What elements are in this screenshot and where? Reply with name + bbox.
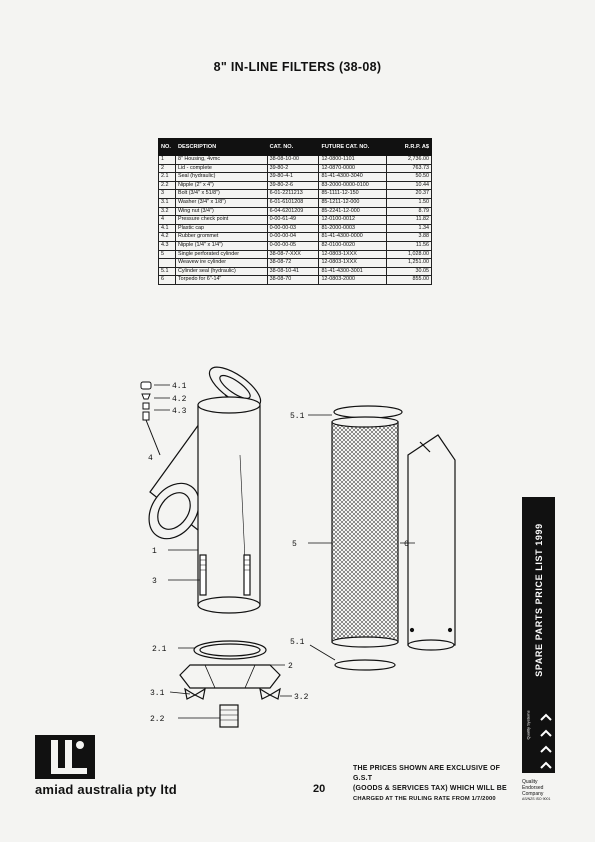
quality-badge xyxy=(522,779,562,801)
cell-cat-no: 38-08-7-XXX xyxy=(267,250,319,259)
quality-line-1: Quality xyxy=(522,779,538,785)
cell-rrp: 30.05 xyxy=(387,267,432,276)
cell-no xyxy=(159,259,176,268)
header-cat-no: CAT. NO. xyxy=(267,139,319,156)
filter-exploded-diagram xyxy=(120,360,520,730)
cell-no: 3.2 xyxy=(159,207,176,216)
page-number: 20 xyxy=(313,783,326,795)
header-no: NO. xyxy=(159,139,176,156)
chevron-icon xyxy=(540,728,552,740)
cell-future-cat-no: 81-41-4300-3001 xyxy=(319,267,387,276)
table-row xyxy=(159,216,432,225)
cell-cat-no: 0-00-00-04 xyxy=(267,233,319,242)
cell-description: Seal (hydraulic) xyxy=(175,173,267,182)
cell-description: Plastic cap xyxy=(175,224,267,233)
cell-rrp: 2,736.00 xyxy=(387,156,432,165)
table-row xyxy=(159,164,432,173)
header-description: DESCRIPTION xyxy=(175,139,267,156)
cell-rrp: 11.82 xyxy=(387,216,432,225)
quality-small: AS/NZS ISO 9001 xyxy=(522,797,551,801)
page-title: 8" IN-LINE FILTERS (38-08) xyxy=(213,60,382,74)
cell-rrp: 20.37 xyxy=(387,190,432,199)
torpedo-drawing xyxy=(408,435,455,650)
cell-rrp: 1,028.00 xyxy=(387,250,432,259)
table-row xyxy=(159,267,432,276)
callout-label: 5.1 xyxy=(290,638,305,647)
cell-rrp: 50.50 xyxy=(387,173,432,182)
callout-label: 4.2 xyxy=(172,395,187,404)
cell-cat-no: 0-00-00-03 xyxy=(267,224,319,233)
lid-drawing xyxy=(180,641,280,727)
cell-no: 4.2 xyxy=(159,233,176,242)
cell-future-cat-no: 81-2000-0003 xyxy=(319,224,387,233)
callout-label: 4.1 xyxy=(172,382,187,391)
cell-cat-no: 6-01-2211213 xyxy=(267,190,319,199)
cell-description: Rubber grommet xyxy=(175,233,267,242)
cell-no: 5.1 xyxy=(159,267,176,276)
chevron-icon xyxy=(540,744,552,756)
cell-cat-no: 39-80-2-6 xyxy=(267,181,319,190)
cell-description: Cylinder seal (hydraulic) xyxy=(175,267,267,276)
cell-description: Torpedo for 6"-14" xyxy=(175,276,267,285)
cell-future-cat-no: 85-2241-12-000 xyxy=(319,207,387,216)
table-row xyxy=(159,181,432,190)
table-row xyxy=(159,207,432,216)
cell-cat-no: 39-80-2 xyxy=(267,164,319,173)
cell-description: Wing nut (3/4") xyxy=(175,207,267,216)
screen-cylinder-drawing xyxy=(332,406,402,670)
cell-no: 1 xyxy=(159,156,176,165)
cell-no: 4.3 xyxy=(159,241,176,250)
cell-cat-no: 38-08-10-41 xyxy=(267,267,319,276)
cell-future-cat-no: 82-0100-0020 xyxy=(319,241,387,250)
gst-line-2: (GOODS & SERVICES TAX) WHICH WILL BE xyxy=(353,785,507,792)
callout-label: 2 xyxy=(288,662,293,671)
cell-cat-no: 38-08-72 xyxy=(267,259,319,268)
cell-cat-no: 39-80-4-1 xyxy=(267,173,319,182)
cell-no: 3.1 xyxy=(159,198,176,207)
cell-description: Nipple (1/4" x 1/4") xyxy=(175,241,267,250)
table-row xyxy=(159,250,432,259)
cell-no: 2.2 xyxy=(159,181,176,190)
callout-label: 3.1 xyxy=(150,689,165,698)
cell-future-cat-no: 12-0803-1XXX xyxy=(319,259,387,268)
callout-label: 5.1 xyxy=(290,412,305,421)
cell-future-cat-no: 12-0803-1XXX xyxy=(319,250,387,259)
gst-line-3: CHARGED AT THE RULING RATE FROM 1/7/2000 xyxy=(353,796,496,802)
callout-label: 3 xyxy=(152,577,157,586)
cell-description: Bolt (3/4" x 51/8") xyxy=(175,190,267,199)
cell-future-cat-no: 85-1111-12-150 xyxy=(319,190,387,199)
cell-future-cat-no: 81-41-4300-3040 xyxy=(319,173,387,182)
cell-rrp: 1.50 xyxy=(387,198,432,207)
cell-description: Lid - complete xyxy=(175,164,267,173)
cell-rrp: 763.73 xyxy=(387,164,432,173)
cell-future-cat-no: 12-0800-1101 xyxy=(319,156,387,165)
callout-label: 5 xyxy=(292,540,297,549)
cell-description: 8" Housing, 4vmc xyxy=(175,156,267,165)
callout-label: 6 xyxy=(404,540,409,549)
callout-label: 2.1 xyxy=(152,645,167,654)
gst-notice xyxy=(353,764,521,804)
gst-line-1: THE PRICES SHOWN ARE EXCLUSIVE OF G.S.T xyxy=(353,765,501,782)
cell-future-cat-no: 83-2000-0000-0100 xyxy=(319,181,387,190)
cell-no: 2 xyxy=(159,164,176,173)
cell-no: 5 xyxy=(159,250,176,259)
cell-description: Nipple (2" x 4") xyxy=(175,181,267,190)
cell-cat-no: 0-00-00-05 xyxy=(267,241,319,250)
cell-rrp: 11.56 xyxy=(387,241,432,250)
cell-description: Washer (3/4" x 1/8") xyxy=(175,198,267,207)
table-row xyxy=(159,173,432,182)
parts-table xyxy=(158,138,432,285)
cell-future-cat-no: 12-0870-0000 xyxy=(319,164,387,173)
table-row xyxy=(159,190,432,199)
table-row xyxy=(159,156,432,165)
cell-cat-no: 38-08-70 xyxy=(267,276,319,285)
company-name: amiad australia pty ltd xyxy=(35,782,177,797)
cell-description: Single perforated cylinder xyxy=(175,250,267,259)
cell-cat-no: 38-08-10-00 xyxy=(267,156,319,165)
cell-description: Weavew ire cylinder xyxy=(175,259,267,268)
cell-cat-no: 6-04-6201209 xyxy=(267,207,319,216)
cell-rrp: 10.44 xyxy=(387,181,432,190)
side-banner-text: SPARE PARTS PRICE LIST 1999 xyxy=(534,523,544,677)
table-row xyxy=(159,276,432,285)
check-point-drawing xyxy=(141,382,160,455)
cell-rrp: 1.34 xyxy=(387,224,432,233)
cell-no: 4.1 xyxy=(159,224,176,233)
cell-description: Pressure check point xyxy=(175,216,267,225)
cell-rrp: 855.00 xyxy=(387,276,432,285)
callout-label: 2.2 xyxy=(150,715,165,724)
chevron-icon xyxy=(540,760,552,772)
table-row xyxy=(159,233,432,242)
cell-cat-no: 0-00-61-49 xyxy=(267,216,319,225)
table-row xyxy=(159,241,432,250)
cell-no: 3 xyxy=(159,190,176,199)
quality-line-2: Endorsed xyxy=(522,785,544,791)
cell-future-cat-no: 12-0100-0012 xyxy=(319,216,387,225)
side-banner-small-text: Quality Systems xyxy=(525,710,531,740)
header-future-cat-no: FUTURE CAT. NO. xyxy=(319,139,387,156)
callout-label: 4.3 xyxy=(172,407,187,416)
cell-rrp: 3.88 xyxy=(387,233,432,242)
cell-future-cat-no: 85-1211-12-000 xyxy=(319,198,387,207)
callout-label: 3.2 xyxy=(294,693,309,702)
quality-line-3: Company xyxy=(522,791,544,797)
table-row xyxy=(159,259,432,268)
amiad-logo-icon xyxy=(35,735,95,779)
chevron-icon xyxy=(540,712,552,724)
cell-rrp: 1,251.00 xyxy=(387,259,432,268)
table-row xyxy=(159,224,432,233)
table-header-row xyxy=(159,139,432,156)
callout-label: 4 xyxy=(148,454,153,463)
cell-cat-no: 6-01-6101208 xyxy=(267,198,319,207)
cell-no: 4 xyxy=(159,216,176,225)
cell-no: 2.1 xyxy=(159,173,176,182)
cell-future-cat-no: 12-0803-2000 xyxy=(319,276,387,285)
callout-label: 1 xyxy=(152,547,157,556)
header-rrp: R.R.P. A$ xyxy=(387,139,432,156)
table-row xyxy=(159,198,432,207)
cell-no: 6 xyxy=(159,276,176,285)
cell-rrp: 8.79 xyxy=(387,207,432,216)
cell-future-cat-no: 81-41-4300-0000 xyxy=(319,233,387,242)
